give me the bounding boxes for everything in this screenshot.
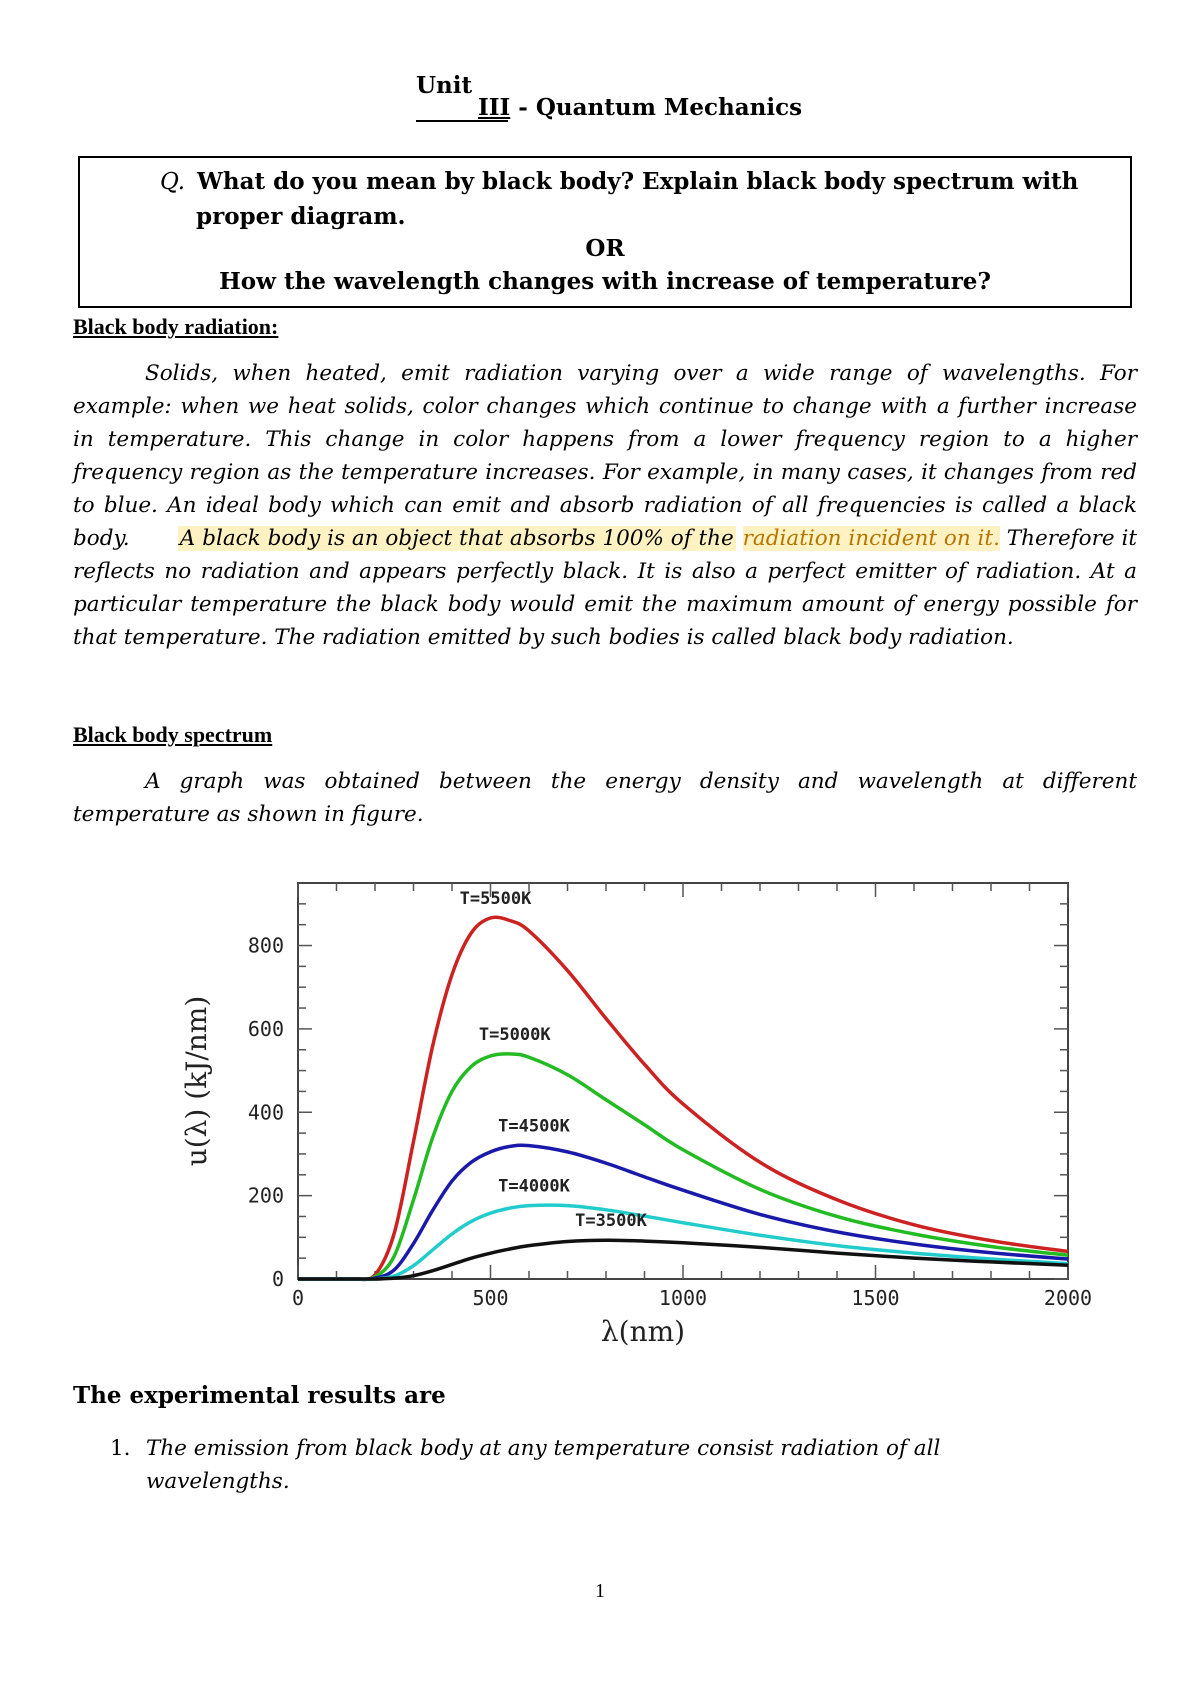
x-tick-label: 1000 bbox=[658, 1286, 708, 1310]
question-or: OR bbox=[585, 235, 625, 262]
paragraph-spectrum: A graph was obtained between the energy density and wavelength at different temperature as shown in figure. bbox=[73, 769, 1137, 827]
x-axis-label: λ(nm) bbox=[600, 1315, 686, 1348]
y-axis-label: u(λ) (kJ/nm) bbox=[180, 995, 213, 1167]
paragraph-radiation bbox=[73, 357, 1137, 654]
question-line-2: proper diagram. bbox=[196, 203, 406, 230]
section-heading-radiation: Black body radiation: bbox=[73, 314, 279, 339]
x-tick-label: 0 bbox=[291, 1286, 305, 1310]
highlight-definition-1: A black body is an object that absorbs 100% of the bbox=[179, 526, 734, 551]
question-line-3: How the wavelength changes with increase of temperature? bbox=[219, 268, 991, 295]
question-text-1: What do you mean by black body? Explain black body spectrum with bbox=[197, 168, 1079, 195]
y-tick-label: 200 bbox=[247, 1183, 284, 1208]
list-item-text: The emission from black body at any temperature consist radiation of all wavelengths. bbox=[146, 1436, 941, 1494]
title-part: III bbox=[478, 94, 511, 121]
question-box bbox=[78, 156, 1132, 308]
results-heading: The experimental results are bbox=[73, 1382, 446, 1409]
highlight-definition-2: radiation incident on it. bbox=[742, 526, 1000, 551]
paragraph-radiation-text-2: Therefore it reflects no radiation and appears perfectly black. It is also a perfect emitter of radiation. At a particular temperature the black body would emit the maximum amount of energy possible for that temperature. The radiation emitted by such bodies is called black body radiation. bbox=[73, 526, 1138, 650]
title-rest bbox=[478, 94, 802, 121]
x-tick-label: 2000 bbox=[1043, 1286, 1093, 1310]
series-label-4000k: T=4000K bbox=[498, 1176, 570, 1197]
series-label-5500k: T=5500K bbox=[459, 889, 532, 910]
list-item-number: 1. bbox=[110, 1436, 131, 1461]
series-label-4500k: T=4500K bbox=[498, 1116, 570, 1137]
y-tick-label: 400 bbox=[247, 1100, 284, 1125]
page-number: 1 bbox=[595, 1580, 605, 1602]
curve-5500k bbox=[298, 917, 1068, 1279]
plot-frame bbox=[298, 883, 1068, 1279]
y-tick-label: 600 bbox=[247, 1016, 284, 1041]
question-line-1 bbox=[160, 168, 1078, 195]
chart-svg bbox=[170, 845, 1110, 1395]
title-unit: Unit bbox=[416, 72, 473, 99]
paragraph-radiation-text: Solids, when heated, emit radiation varying over a wide range of wavelengths. For example: when we heat solids, color changes which continue to change with a further increase in temperature. This change in color happens from a lower frequency region to a higher frequency region as the temperature increases. For example, in many cases, it changes from red to blue. An ideal body which can emit and absorb radiation of all frequencies is called a black body. bbox=[73, 361, 1137, 551]
x-tick-label: 1500 bbox=[851, 1286, 900, 1310]
question-label: Q. bbox=[160, 169, 186, 195]
y-tick-label: 0 bbox=[271, 1267, 284, 1291]
series-label-3500k: T=3500K bbox=[575, 1211, 647, 1232]
y-tick-label: 800 bbox=[247, 933, 284, 958]
title-subject: - Quantum Mechanics bbox=[510, 94, 803, 121]
section-heading-spectrum: Black body spectrum bbox=[73, 722, 273, 747]
x-tick-label: 500 bbox=[472, 1286, 509, 1310]
series-label-5000k: T=5000K bbox=[478, 1024, 551, 1045]
blackbody-chart bbox=[170, 845, 1110, 1395]
